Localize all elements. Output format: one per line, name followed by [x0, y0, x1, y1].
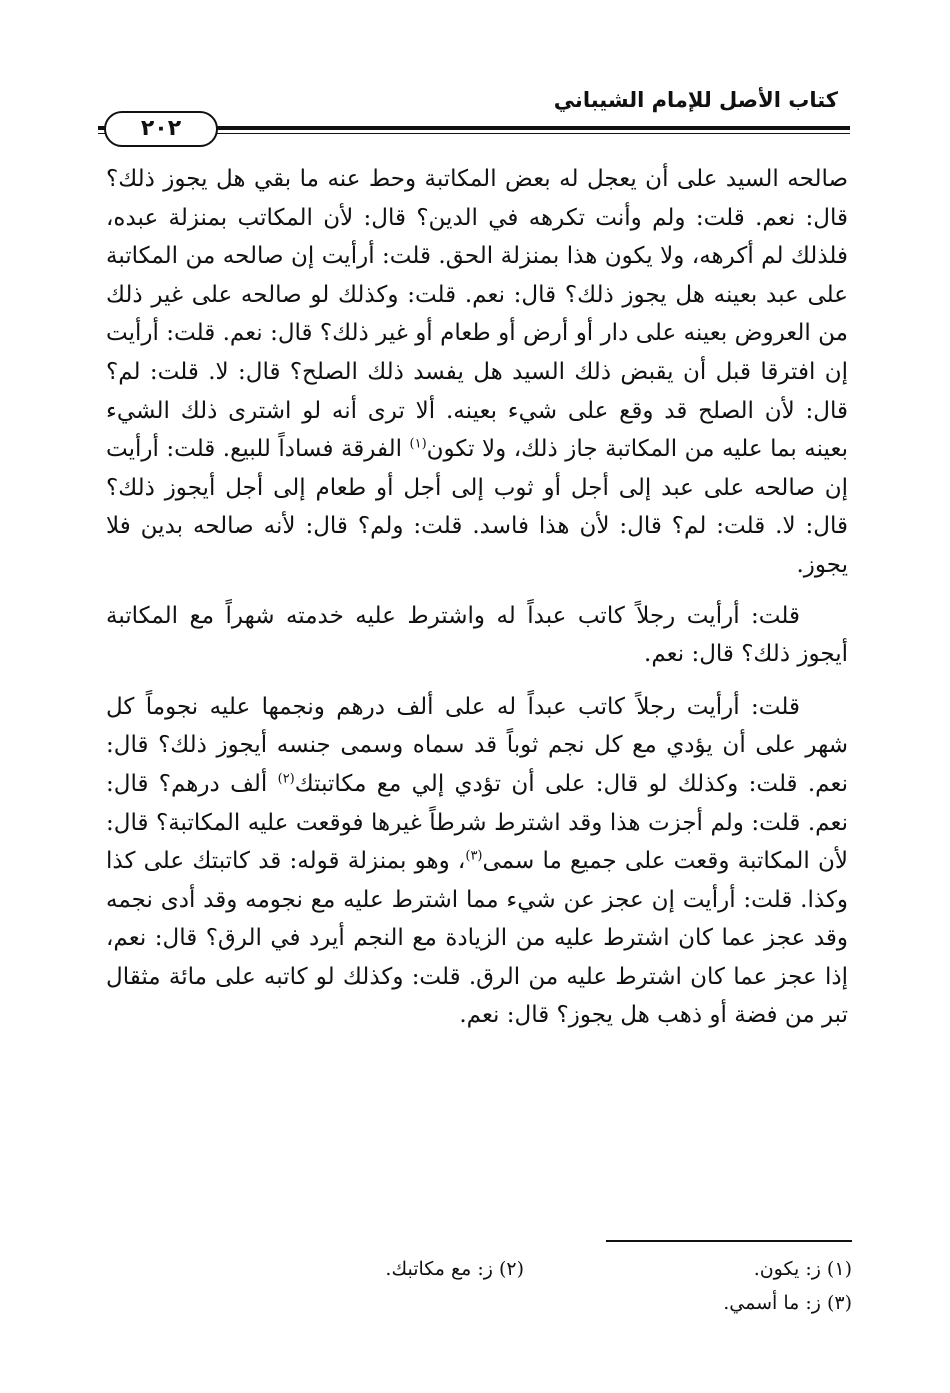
paragraph-3-part-a: قلت: أرأيت رجلاً كاتب عبداً له على ألف درهم ونجمها عليه نجوماً كل شهر على أن يؤدي مع كل نجم ثوباً قد سماه وسمى جنسه أيجوز ذلك؟ قال: نعم. قلت: وكذلك لو قال: على أن تؤدي إلي مع مكاتبتك	[106, 693, 848, 797]
paragraph-2-text: قلت: أرأيت رجلاً كاتب عبداً له واشترط عليه خدمته شهراً مع المكاتبة أيجوز ذلك؟ قال: نعم.	[106, 602, 848, 668]
footnote-mark-1: (١)	[409, 436, 427, 452]
paragraph-1-part-a: صالحه السيد على أن يعجل له بعض المكاتبة وحط عنه ما بقي هل يجوز ذلك؟ قال: نعم. قلت: ولم وأنت تكرهه في الدين؟ قال: لأن المكاتب بمنزلة عبده، فلذلك لم أكرهه، ولا يكون هذا بمنزلة الحق. قلت: أرأيت إن صالحه من المكاتبة على عبد بعينه هل يجوز ذلك؟ قال: نعم. قلت: وكذلك لو صالحه على غير ذلك من العروض بعينه على دار أو أرض أو طعام أو غير ذلك؟ قال: نعم. قلت: أرأيت إن افترقا قبل أن يقبض ذلك السيد هل يفسد ذلك الصلح؟ قال: لا. قلت: لم؟ قال: لأن الصلح قد وقع على شيء بعينه. ألا ترى أنه لو اشترى ذلك الشيء بعينه بما عليه من المكاتبة جاز ذلك، ولا تكون	[106, 166, 848, 463]
paragraph-3-part-c: ، وهو بمنزلة قوله: قد كاتبتك على كذا وكذا. قلت: أرأيت إن عجز عن شيء مما اشترط عليه مع نجومه وقد أدى نجمه وقد عجز عما كان اشترط عليه من الزيادة مع النجم أيرد في الرق؟ قال: نعم، إذا عجز عما كان اشترط عليه من الرق. قلت: وكذلك لو كاتبه على مائة مثقال تبر من فضة أو ذهب هل يجوز؟ قال: نعم.	[106, 848, 848, 1029]
footnote-rule	[606, 1240, 852, 1242]
paragraph-1	[106, 160, 848, 585]
footnote-mark-3: (٣)	[465, 848, 483, 864]
footnotes	[202, 1252, 852, 1332]
running-title: كتاب الأصل للإمام الشيباني	[553, 88, 838, 112]
paragraph-3-part-b: ألف درهم؟ قال: نعم. قلت: ولم أجزت هذا وقد اشترط شرطاً غيرها فوقعت عليه المكاتبة؟ قال: لأن المكاتبة وقعت على جميع ما سمى	[106, 770, 848, 875]
footnote-mark-2: (٢)	[277, 771, 295, 787]
footnote-2: (٢) ز: مع مكاتبك.	[385, 1258, 524, 1280]
paragraph-1-part-b: الفرقة فساداً للبيع. قلت: أرأيت إن صالحه على عبد إلى أجل أو ثوب إلى أجل أو طعام إلى أجل أيجوز ذلك؟ قال: لا. قلت: لم؟ قال: لأن هذا فاسد. قلت: ولم؟ قال: لأنه صالحه بدين فلا يجوز.	[106, 436, 848, 578]
paragraph-2	[106, 597, 848, 674]
paragraph-3	[106, 688, 848, 1035]
page-number: ٢٠٢	[104, 111, 218, 147]
footnote-3: (٣) ز: ما أسمي.	[723, 1292, 852, 1314]
body-text	[106, 160, 848, 1035]
footnote-1: (١) ز: يكون.	[753, 1258, 852, 1280]
